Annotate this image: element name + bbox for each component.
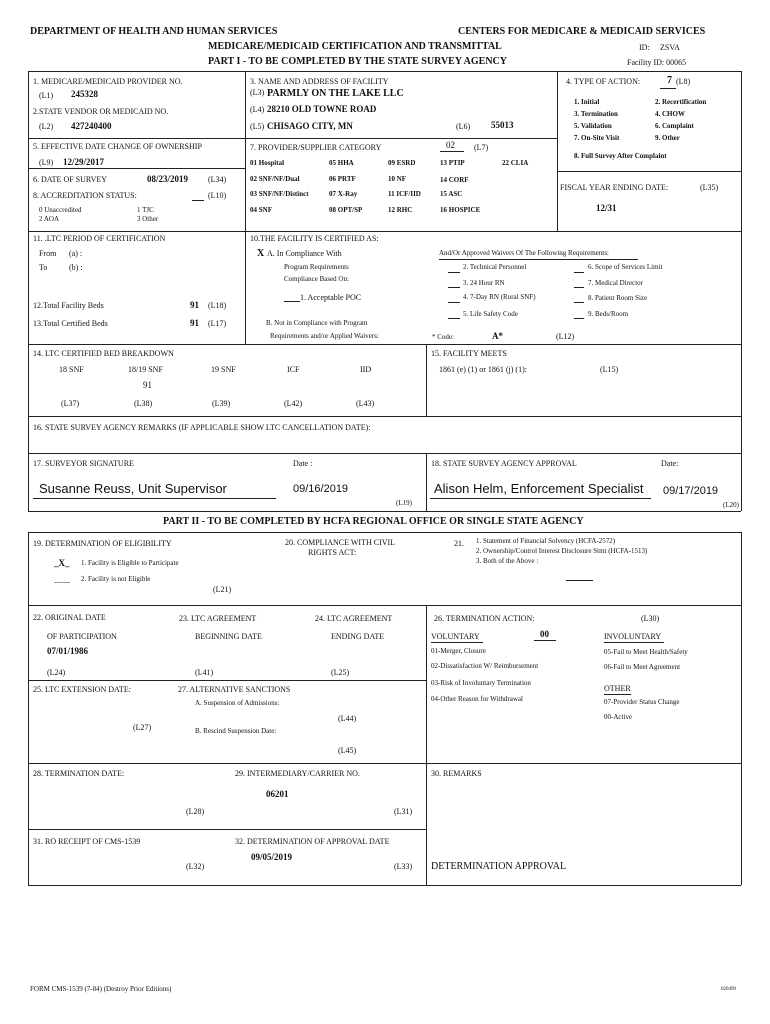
action-4: 4. CHOW — [655, 110, 685, 118]
l17-code: (L17) — [208, 319, 227, 328]
original-date-value: 07/01/1986 — [47, 646, 89, 656]
alt-sanction-b: B. Rescind Suspension Date: — [195, 727, 277, 735]
state-remarks-label: 16. STATE SURVEY AGENCY REMARKS (IF APPLICABLE SHOW LTC CANCELLATION DATE): — [33, 423, 371, 432]
l37-code: (L37) — [61, 399, 80, 408]
action-8: 8. Full Survey After Complaint — [574, 152, 667, 160]
waiver-6: 6. Scope of Services Limit — [588, 263, 663, 271]
bed-col-1819snf: 18/19 SNF — [128, 365, 163, 374]
invol-item-06: 06-Fail to Meet Agreement — [604, 663, 681, 671]
l30-code: (L30) — [641, 614, 660, 623]
accreditation-label: 8. ACCREDITATION STATUS: — [33, 191, 137, 200]
l28-code: (L28) — [186, 807, 205, 816]
ltc-agreement-begin-label: 23. LTC AGREEMENT — [179, 614, 257, 623]
l24-code: (L24) — [47, 668, 66, 677]
action-5: 5. Validation — [574, 122, 612, 130]
compliance-a-label: A. In Compliance With — [267, 249, 342, 258]
category-07: 07 X-Ray — [329, 190, 358, 198]
fiscal-year-value: 12/31 — [596, 203, 617, 213]
ltc-extension-label: 25. LTC EXTENSION DATE: — [33, 685, 131, 694]
surveyor-date-label: Date : — [293, 459, 313, 468]
alt-sanction-a: A. Suspension of Admissions: — [195, 699, 280, 707]
civil-item-3: 3. Both of the Above : — [476, 557, 539, 565]
facility-beds-label: 12.Total Facility Beds — [33, 301, 104, 310]
provider-no-label: 1. MEDICARE/MEDICAID PROVIDER NO. — [33, 77, 183, 86]
ownership-date: 12/29/2017 — [63, 157, 105, 167]
survey-date-label: 6. DATE OF SURVEY — [33, 175, 108, 184]
waiver-5: 5. Life Safety Code — [463, 310, 518, 318]
action-3: 3. Termination — [574, 110, 618, 118]
not-compliance-2: Requirements and/or Applied Waivers: — [270, 332, 379, 340]
category-04: 04 SNF — [250, 206, 272, 214]
ltc-period-label: 11. .LTC PERIOD OF CERTIFICATION — [33, 234, 166, 243]
category-03: 03 SNF/NF/Distinct — [250, 190, 309, 198]
original-date-label: 22. ORIGINAL DATE — [33, 613, 106, 622]
category-06: 06 PRTF — [329, 175, 356, 183]
ro-receipt-label: 31. RO RECEIPT OF CMS-1539 — [33, 837, 141, 846]
bed-col-iid: IID — [360, 365, 372, 374]
cms-name: CENTERS FOR MEDICARE & MEDICAID SERVICES — [458, 26, 706, 37]
surveyor-signature-label: 17. SURVEYOR SIGNATURE — [33, 459, 134, 468]
l39-code: (L39) — [212, 399, 231, 408]
facility-beds-value: 91 — [190, 300, 199, 310]
category-15: 15 ASC — [440, 190, 463, 198]
l42-code: (L42) — [284, 399, 303, 408]
accred-1: 1 TJC — [137, 206, 154, 214]
facility-id: Facility ID: 00065 — [627, 58, 687, 67]
bed-col-18snf: 18 SNF — [59, 365, 84, 374]
eligibility-label: 19. DETERMINATION OF ELIGIBILITY — [33, 539, 172, 548]
l33-code: (L33) — [394, 862, 413, 871]
code-label: * Code: — [432, 333, 454, 341]
category-02: 02 SNF/NF/Dual — [250, 175, 300, 183]
alt-sanctions-label: 27. ALTERNATIVE SANCTIONS — [178, 685, 291, 694]
to-key: (b) : — [69, 263, 83, 272]
vol-item-01: 01-Merger, Closure — [431, 647, 486, 655]
civil-rights-label-1: 20. COMPLIANCE WITH CIVIL — [285, 538, 396, 547]
vol-item-03: 03-Risk of Involuntary Termination — [431, 679, 531, 687]
accred-3: 3 Other — [137, 215, 159, 223]
waiver-7: 7. Medical Director — [588, 279, 644, 287]
surveyor-date: 09/16/2019 — [293, 483, 349, 495]
category-14: 14 CORF — [440, 176, 469, 184]
civil-rights-label-2: RIGHTS ACT: — [308, 548, 357, 557]
termination-action-label: 26. TERMINATION ACTION: — [434, 614, 535, 623]
from-key: (a) : — [69, 249, 83, 258]
to-label: To — [39, 263, 48, 272]
l45-code: (L45) — [338, 746, 357, 755]
part1-title: PART I - TO BE COMPLETED BY THE STATE SURVEY AGENCY — [208, 56, 507, 67]
l20-code: (L20) — [723, 501, 739, 509]
eligibility-mark: _X_ — [54, 558, 70, 568]
waiver-3: 3. 24 Hour RN — [463, 279, 505, 287]
determination-approval: DETERMINATION APPROVAL — [431, 861, 567, 872]
action-7: 7. On-Site Visit — [574, 134, 620, 142]
certified-beds-value: 91 — [190, 318, 199, 328]
voluntary-value: 00 — [540, 629, 549, 639]
l4-code: (L4) — [250, 105, 265, 114]
survey-date-value: 08/23/2019 — [147, 174, 189, 184]
category-label: 7. PROVIDER/SUPPLIER CATEGORY — [250, 143, 382, 152]
carrier-no-label: 29. INTERMEDIARY/CARRIER NO. — [235, 769, 360, 778]
l19-code: (L19) — [396, 499, 412, 507]
category-10: 10 NF — [388, 175, 407, 183]
waiver-9: 9. Beds/Room — [588, 310, 629, 318]
approval-signature: Alison Helm, Enforcement Specialist — [434, 481, 644, 496]
category-01: 01 Hospital — [250, 159, 285, 167]
voluntary-label: VOLUNTARY — [431, 632, 480, 641]
l44-code: (L44) — [338, 714, 357, 723]
category-13: 13 PTIP — [440, 159, 465, 167]
l32-code: (L32) — [186, 862, 205, 871]
l21-code: (L21) — [213, 585, 232, 594]
action-1: 1. Initial — [574, 98, 600, 106]
waivers-heading: And/Or Approved Waivers Of The Following Requirements: — [439, 249, 609, 257]
l5-code: (L5) — [250, 122, 265, 131]
ltc-agreement-begin-sub: BEGINNING DATE — [195, 632, 262, 641]
original-date-sub: OF PARTICIPATION — [47, 632, 117, 641]
vendor-no-value: 427240400 — [71, 121, 112, 131]
dept-name: DEPARTMENT OF HEALTH AND HUMAN SERVICES — [30, 26, 278, 37]
other-item-00: 00-Active — [604, 713, 632, 721]
certified-beds-label: 13.Total Certified Beds — [33, 319, 108, 328]
other-label: OTHER — [604, 684, 631, 693]
l35-code: (L35) — [700, 183, 719, 192]
code-value: A* — [492, 331, 503, 341]
l7-code: (L7) — [474, 143, 489, 152]
facility-meets-text: 1861 (e) (1) or 1861 (j) (1): — [439, 365, 527, 374]
approval-date-determination-value: 09/05/2019 — [251, 852, 293, 862]
l1-code: (L1) — [39, 91, 54, 100]
invol-item-05: 05-Fail to Meet Health/Safety — [604, 648, 688, 656]
category-12: 12 RHC — [388, 206, 413, 214]
waiver-2: 2. Technical Personnel — [463, 263, 527, 271]
action-9: 9. Other — [655, 134, 680, 142]
involuntary-label: INVOLUNTARY — [604, 632, 662, 641]
l9-code: (L9) — [39, 158, 54, 167]
id-value: ZSVA — [660, 43, 680, 52]
l43-code: (L43) — [356, 399, 375, 408]
l2-code: (L2) — [39, 122, 54, 131]
eligibility-blank: ____ — [54, 575, 70, 584]
form-title: MEDICARE/MEDICAID CERTIFICATION AND TRANSMITTAL — [208, 41, 502, 52]
accred-2: 2 AOA — [39, 215, 60, 223]
l15-code: (L15) — [600, 365, 619, 374]
id-label: ID: — [639, 43, 650, 52]
category-16: 16 HOSPICE — [440, 206, 481, 214]
approval-date-determination-label: 32. DETERMINATION OF APPROVAL DATE — [235, 837, 390, 846]
form-number: FORM CMS-1539 (7-84) (Destroy Prior Editions) — [30, 985, 172, 993]
item-21-label: 21. — [454, 539, 464, 548]
l3-code: (L3) — [250, 88, 265, 97]
approval-date: 09/17/2019 — [663, 485, 719, 497]
termination-date-label: 28. TERMINATION DATE: — [33, 769, 125, 778]
program-req-1: Program Requirements — [284, 263, 349, 271]
other-item-07: 07-Provider Status Change — [604, 698, 680, 706]
category-09: 09 ESRD — [388, 159, 416, 167]
facility-name-label: 3. NAME AND ADDRESS OF FACILITY — [250, 77, 389, 86]
waiver-4: 4. 7-Day RN (Rural SNF) — [463, 293, 536, 301]
l10-code: (L10) — [208, 191, 227, 200]
l6-code: (L6) — [456, 122, 471, 131]
vol-item-02: 02-Dissatisfaction W/ Reimbursement — [431, 662, 539, 670]
l31-code: (L31) — [394, 807, 413, 816]
compliance-x-mark: X — [257, 248, 265, 259]
certified-as-label: 10.THE FACILITY IS CERTIFIED AS: — [250, 234, 379, 243]
part2-remarks-label: 30. REMARKS — [431, 769, 482, 778]
agency-approval-label: 18. STATE SURVEY AGENCY APPROVAL — [431, 459, 577, 468]
category-22: 22 CLIA — [502, 159, 529, 167]
accred-0: 0 Unaccredited — [39, 206, 82, 214]
l27-code: (L27) — [133, 723, 152, 732]
l18-code: (L18) — [208, 301, 227, 310]
fiscal-year-label: FISCAL YEAR ENDING DATE: — [560, 183, 669, 192]
l38-code: (L38) — [134, 399, 153, 408]
provider-no-value: 245328 — [71, 89, 98, 99]
bed-col-icf: ICF — [287, 365, 300, 374]
ltc-agreement-end-label: 24. LTC AGREEMENT — [315, 614, 393, 623]
vol-item-04: 04-Other Reason for Withdrawal — [431, 695, 523, 703]
ownership-label: 5. EFFECTIVE DATE CHANGE OF OWNERSHIP — [33, 142, 202, 151]
facility-name: PARMLY ON THE LAKE LLC — [267, 88, 404, 99]
eligibility-2: 2. Facility is not Eligible — [81, 575, 151, 583]
approval-date-label: Date: — [661, 459, 679, 468]
facility-meets-label: 15. FACILITY MEETS — [431, 349, 507, 358]
facility-address: 28210 OLD TOWNE ROAD — [267, 104, 377, 114]
from-label: From — [39, 249, 57, 258]
l25-code: (L25) — [331, 668, 350, 677]
waiver-8: 8. Patient Room Size — [588, 294, 648, 302]
bed-1819snf-value: 91 — [143, 380, 152, 390]
part2-title: PART II - TO BE COMPLETED BY HCFA REGIONAL OFFICE OR SINGLE STATE AGENCY — [163, 516, 584, 527]
facility-city: CHISAGO CITY, MN — [267, 121, 353, 131]
program-req-2: Compliance Based On: — [284, 275, 349, 283]
category-05: 05 HHA — [329, 159, 354, 167]
l41-code: (L41) — [195, 668, 214, 677]
bed-breakdown-label: 14. LTC CERTIFIED BED BREAKDOWN — [33, 349, 174, 358]
civil-item-1: 1. Statement of Financial Solvency (HCFA-2572) — [476, 537, 616, 545]
type-of-action-label: 4. TYPE OF ACTION: — [566, 77, 641, 86]
acceptable-poc: 1. Acceptable POC — [300, 293, 362, 302]
eligibility-1: 1. Facility is Eligible to Participate — [81, 559, 179, 567]
l12-code: (L12) — [556, 332, 575, 341]
facility-zip: 55013 — [491, 120, 514, 130]
action-2: 2. Recertification — [655, 98, 707, 106]
bed-col-19snf: 19 SNF — [211, 365, 236, 374]
l34-code: (L34) — [208, 175, 227, 184]
category-value: 02 — [446, 140, 455, 150]
type-of-action-value: 7 — [667, 75, 672, 86]
vendor-no-label: 2.STATE VENDOR OR MEDICAID NO. — [33, 107, 169, 116]
action-6: 6. Complaint — [655, 122, 694, 130]
category-11: 11 ICF/IID — [388, 190, 421, 198]
ltc-agreement-end-sub: ENDING DATE — [331, 632, 385, 641]
surveyor-signature: Susanne Reuss, Unit Supervisor — [39, 481, 227, 496]
form-code: 020499 — [721, 987, 736, 992]
civil-item-2: 2. Ownership/Control Interest Disclosure Stmt (HCFA-1513) — [476, 547, 648, 555]
category-08: 08 OPT/SP — [329, 206, 363, 214]
carrier-no-value: 06201 — [266, 789, 289, 799]
not-compliance-1: B. Not in Compliance with Program — [266, 319, 368, 327]
l8-code: (L8) — [676, 77, 691, 86]
